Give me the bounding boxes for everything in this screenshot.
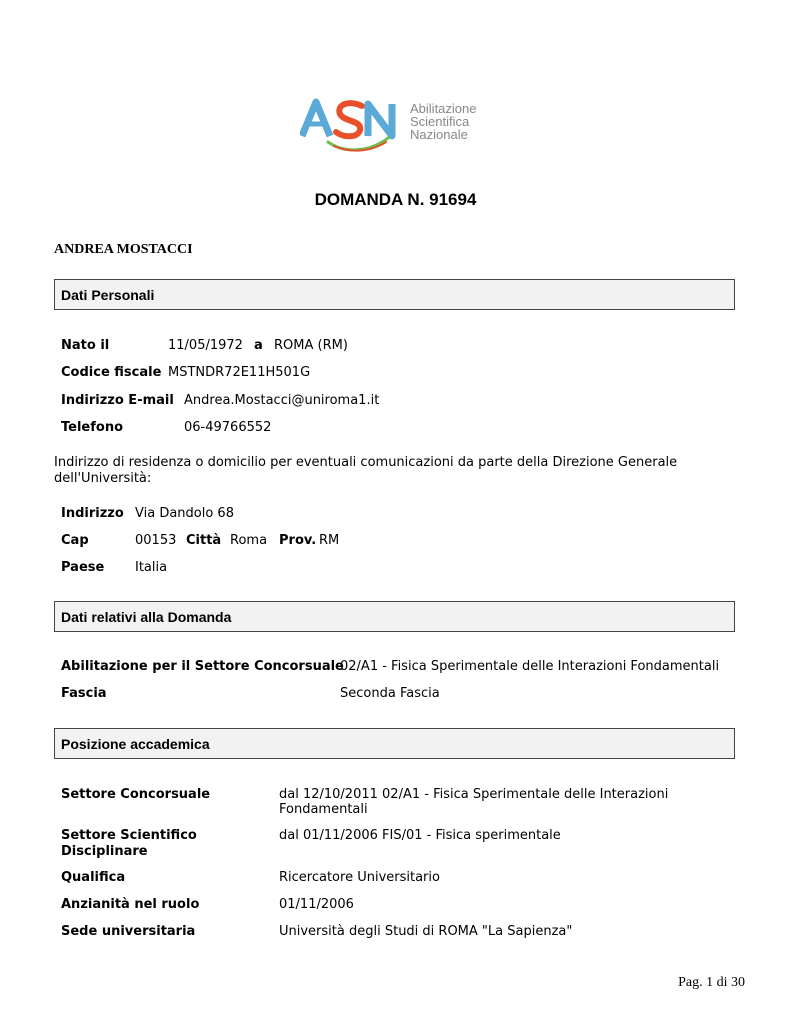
- residence-note: Indirizzo di residenza o domicilio per eventuali comunicazioni da parte della Direzione Generale dell'Università:: [54, 455, 678, 486]
- logo-line-2: Scientifica: [410, 114, 470, 129]
- academic-sector-value-line2: Fondamentali: [279, 802, 368, 817]
- asn-logo: [300, 96, 495, 154]
- phone-value: 06-49766552: [184, 420, 272, 435]
- academic-sector-label: Settore Concorsuale: [61, 787, 211, 802]
- applicant-name: ANDREA MOSTACCI: [54, 242, 193, 257]
- email-label: Indirizzo E-mail: [61, 393, 174, 408]
- academic-sector-value-line1: dal 12/10/2011 02/A1 - Fisica Sperimentale delle Interazioni: [279, 787, 669, 802]
- logo-line-3: Nazionale: [410, 127, 468, 142]
- seniority-value: 01/11/2006: [279, 897, 354, 912]
- document-title: DOMANDA N. 91694: [314, 190, 477, 209]
- asn-logo-graphic: [300, 96, 495, 154]
- competition-sector-label: Abilitazione per il Settore Concorsuale: [61, 659, 344, 674]
- section-academic-header: [54, 728, 735, 759]
- address-label: Indirizzo: [61, 506, 124, 521]
- university-value: Università degli Studi di ROMA "La Sapienza": [279, 924, 573, 939]
- competition-sector-value: 02/A1 - Fisica Sperimentale delle Interazioni Fondamentali: [340, 659, 720, 674]
- country-label: Paese: [61, 560, 105, 575]
- province-label: Prov.: [279, 533, 317, 548]
- band-label: Fascia: [61, 686, 107, 701]
- phone-label: Telefono: [61, 420, 124, 435]
- tax-code-value: MSTNDR72E11H501G: [168, 365, 311, 380]
- address-value: Via Dandolo 68: [135, 506, 234, 521]
- qualification-value: Ricercatore Universitario: [279, 870, 440, 885]
- birth-date-value: 11/05/1972: [168, 338, 243, 353]
- section-application-header: [54, 601, 735, 632]
- disciplinary-sector-label-line2: Disciplinare: [61, 844, 148, 859]
- section-title: Posizione accademica: [61, 736, 210, 752]
- section-title: Dati relativi alla Domanda: [61, 609, 232, 625]
- disciplinary-sector-value: dal 01/11/2006 FIS/01 - Fisica sperimentale: [279, 828, 561, 843]
- section-title: Dati Personali: [61, 287, 155, 303]
- city-label: Città: [186, 533, 222, 548]
- university-label: Sede universitaria: [61, 924, 196, 939]
- email-value: Andrea.Mostacci@uniroma1.it: [184, 393, 380, 408]
- disciplinary-sector-label-line1: Settore Scientifico: [61, 828, 197, 843]
- country-value: Italia: [135, 560, 168, 575]
- birth-place-separator: a: [254, 338, 263, 353]
- cap-label: Cap: [61, 533, 89, 548]
- cap-value: 00153: [135, 533, 177, 548]
- qualification-label: Qualifica: [61, 870, 126, 885]
- tax-code-label: Codice fiscale: [61, 365, 162, 380]
- logo-line-1: Abilitazione: [410, 101, 477, 116]
- birth-date-label: Nato il: [61, 338, 110, 353]
- birth-place-value: ROMA (RM): [274, 338, 348, 353]
- seniority-label: Anzianità nel ruolo: [61, 897, 200, 912]
- band-value: Seconda Fascia: [340, 686, 440, 701]
- page-number: Pag. 1 di 30: [678, 975, 745, 990]
- city-value: Roma: [230, 533, 268, 548]
- section-personal-header: [54, 279, 735, 310]
- province-value: RM: [319, 533, 340, 548]
